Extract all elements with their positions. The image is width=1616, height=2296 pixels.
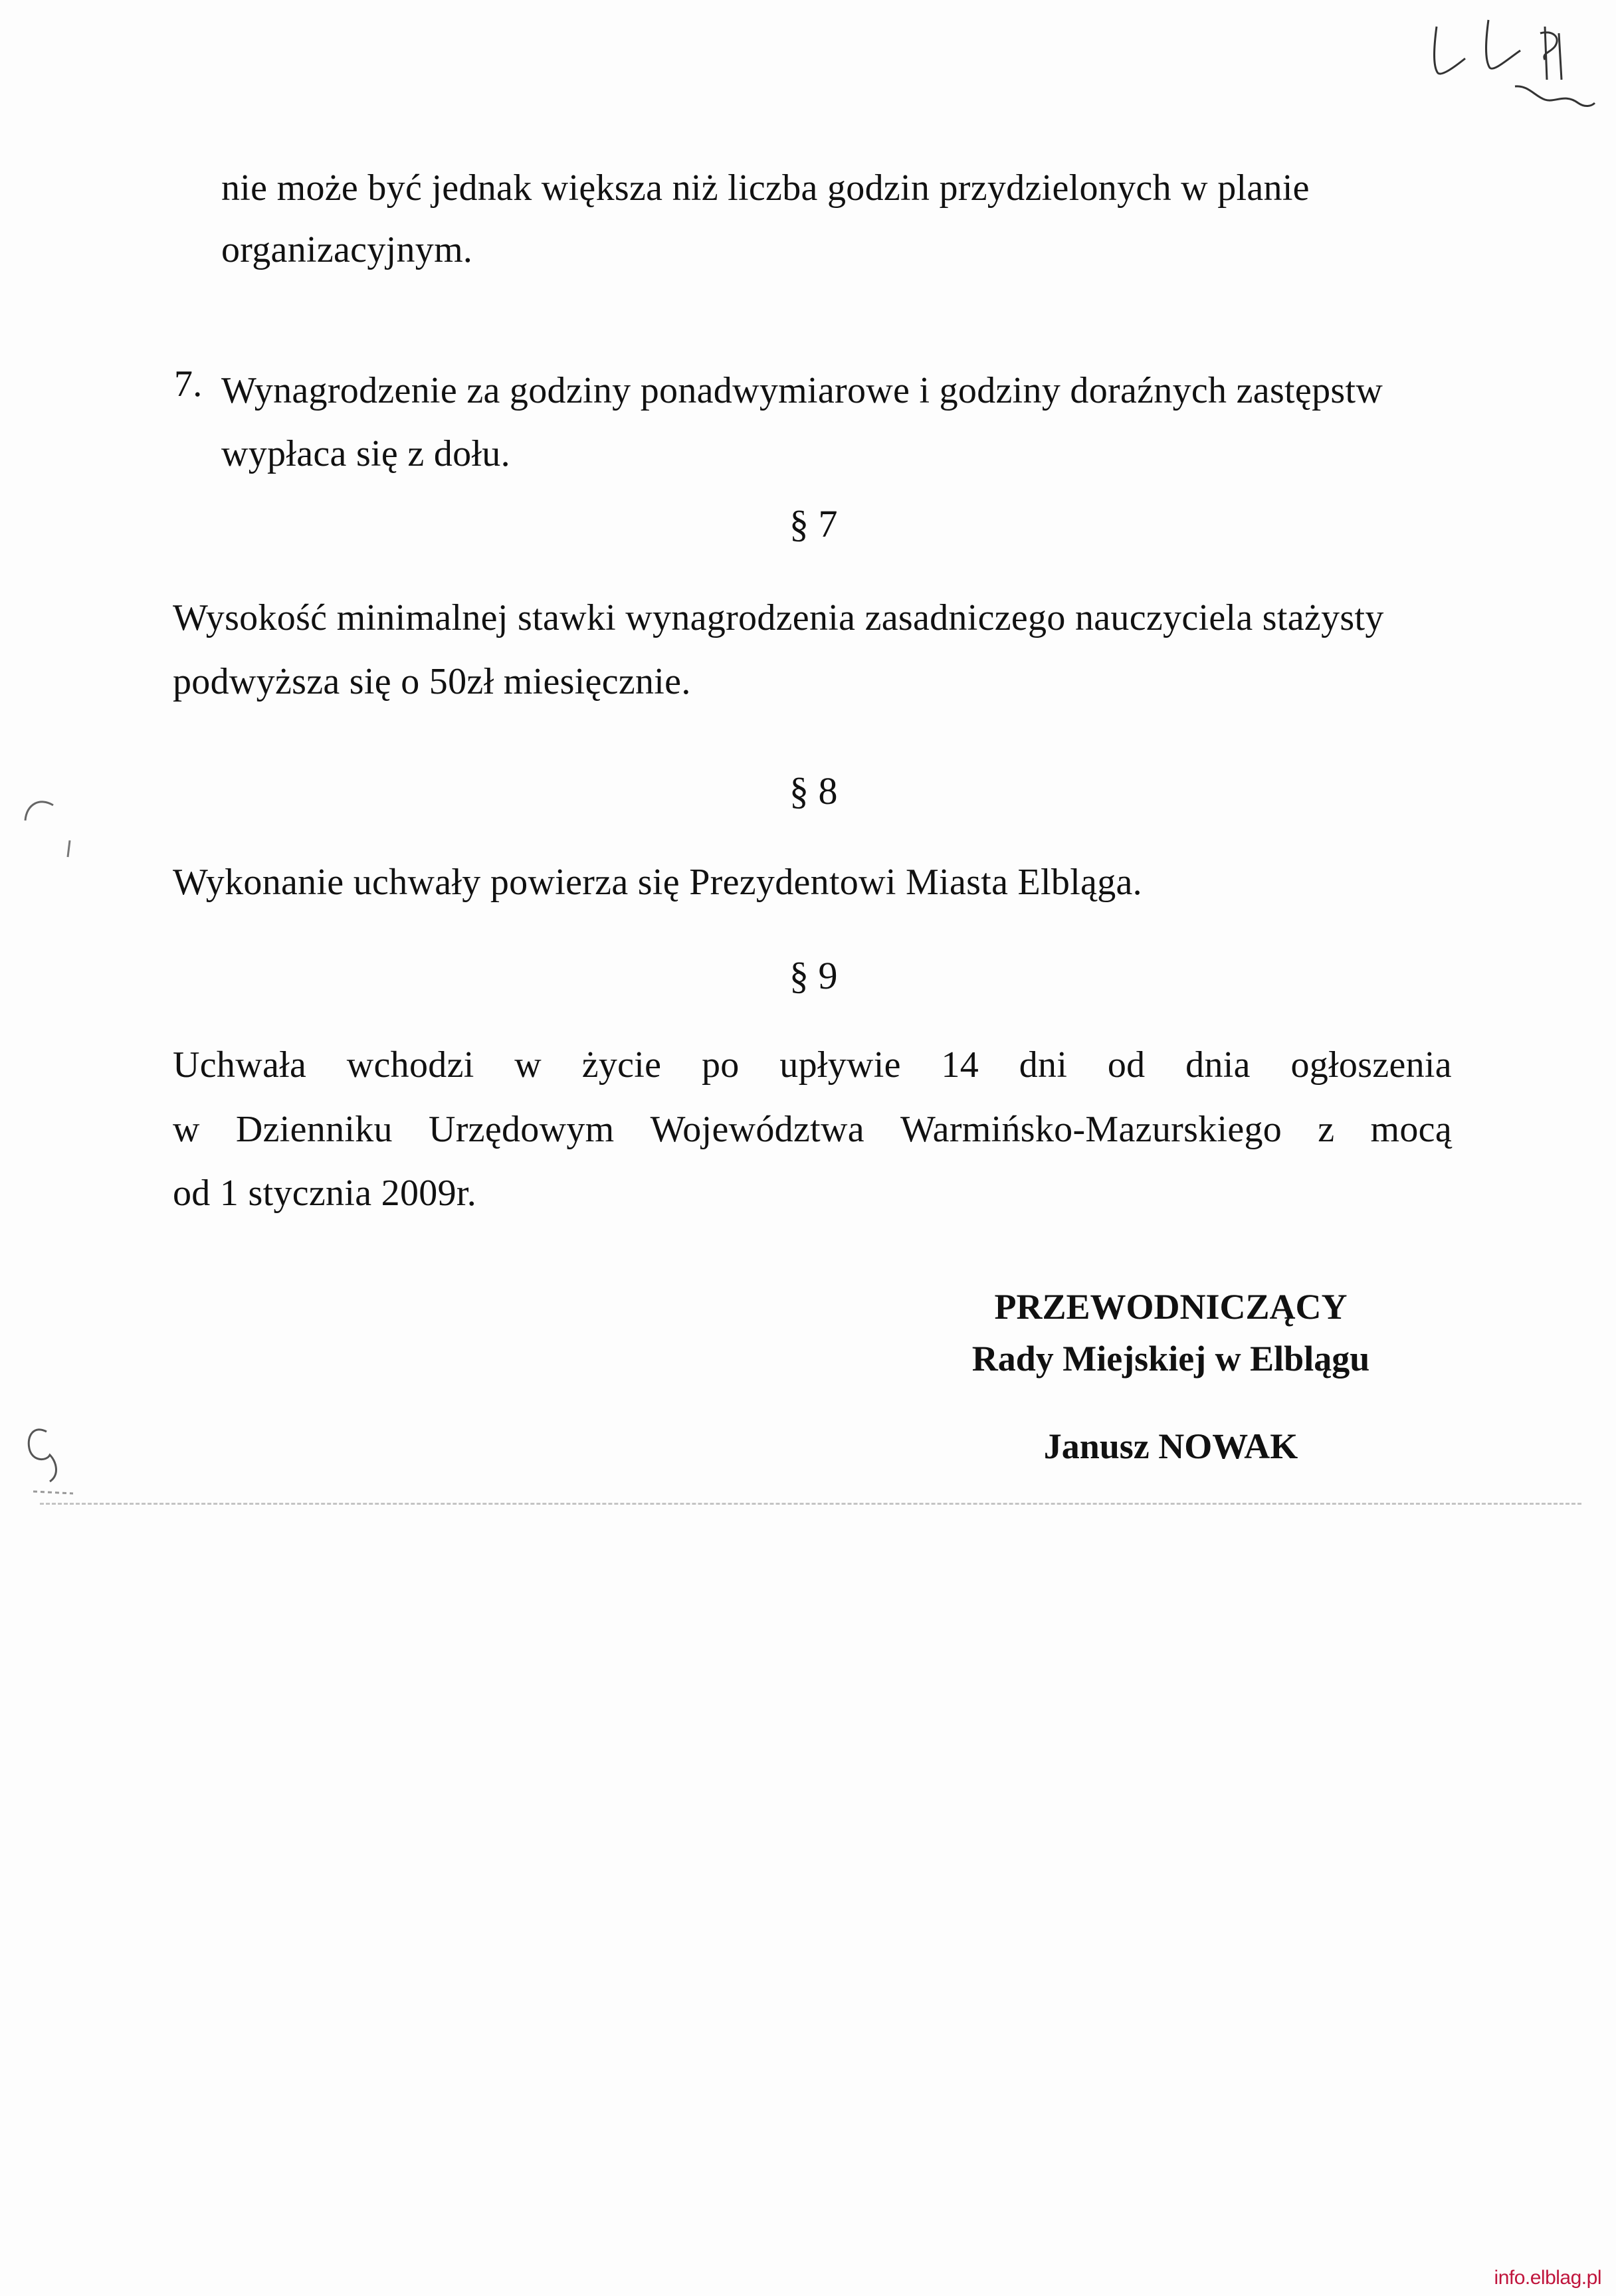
word: w: [173, 1109, 200, 1150]
word: 14: [941, 1044, 979, 1086]
word: upływie: [779, 1044, 901, 1086]
section-8-text: Wykonanie uchwały powierza się Prezydentowi Miasta Elbląga.: [173, 862, 1142, 903]
section-7-heading: § 7: [789, 502, 838, 545]
word: Dzienniku: [235, 1109, 393, 1150]
word: dni: [1019, 1044, 1068, 1086]
text-fragment: nie może być jednak większa niż liczba godzin przydzielonych w planie: [221, 167, 1310, 209]
section-8-heading: § 8: [789, 769, 838, 813]
word: dnia: [1185, 1044, 1251, 1086]
list-item-7-line-1: Wynagrodzenie za godziny ponadwymiarowe i godziny doraźnych zastępstw: [221, 370, 1383, 411]
section-9-line-2: [173, 1111, 1452, 1148]
handwritten-initials: [1429, 7, 1601, 140]
word: życie: [581, 1044, 662, 1086]
site-watermark: info.elblag.pl: [1494, 2267, 1601, 2289]
word: Warmińsko-Mazurskiego: [900, 1109, 1282, 1150]
word: w: [514, 1044, 542, 1086]
signature-name: Janusz NOWAK: [1043, 1426, 1298, 1466]
signature-body: Rady Miejskiej w Elblągu: [971, 1339, 1370, 1379]
word: z: [1318, 1109, 1335, 1150]
word: Urzędowym: [428, 1109, 615, 1150]
word: ogłoszenia: [1290, 1044, 1452, 1086]
word: po: [701, 1044, 740, 1086]
scan-rule: [40, 1503, 1581, 1505]
paragraph-6-continuation-line-1: [221, 169, 1452, 207]
word: Uchwała: [173, 1044, 307, 1086]
word: mocą: [1370, 1109, 1452, 1150]
section-9-heading: § 9: [789, 954, 838, 997]
section-9-line-1: [173, 1046, 1452, 1084]
list-item-7-line-2: wypłaca się z dołu.: [221, 433, 510, 474]
signature-title: PRZEWODNICZĄCY: [994, 1287, 1348, 1327]
word: Województwa: [650, 1109, 864, 1150]
section-7-line-1: Wysokość minimalnej stawki wynagrodzenia zasadniczego nauczyciela stażysty: [173, 597, 1384, 638]
scan-artifact-left: [20, 791, 93, 1521]
word: od: [1107, 1044, 1146, 1086]
section-7-line-2: podwyższa się o 50zł miesięcznie.: [173, 661, 691, 702]
list-item-number-7: 7.: [174, 363, 203, 405]
paragraph-6-continuation-line-2: organizacyjnym.: [221, 229, 473, 270]
word: wchodzi: [346, 1044, 474, 1086]
section-9-line-3: od 1 stycznia 2009r.: [173, 1173, 477, 1214]
